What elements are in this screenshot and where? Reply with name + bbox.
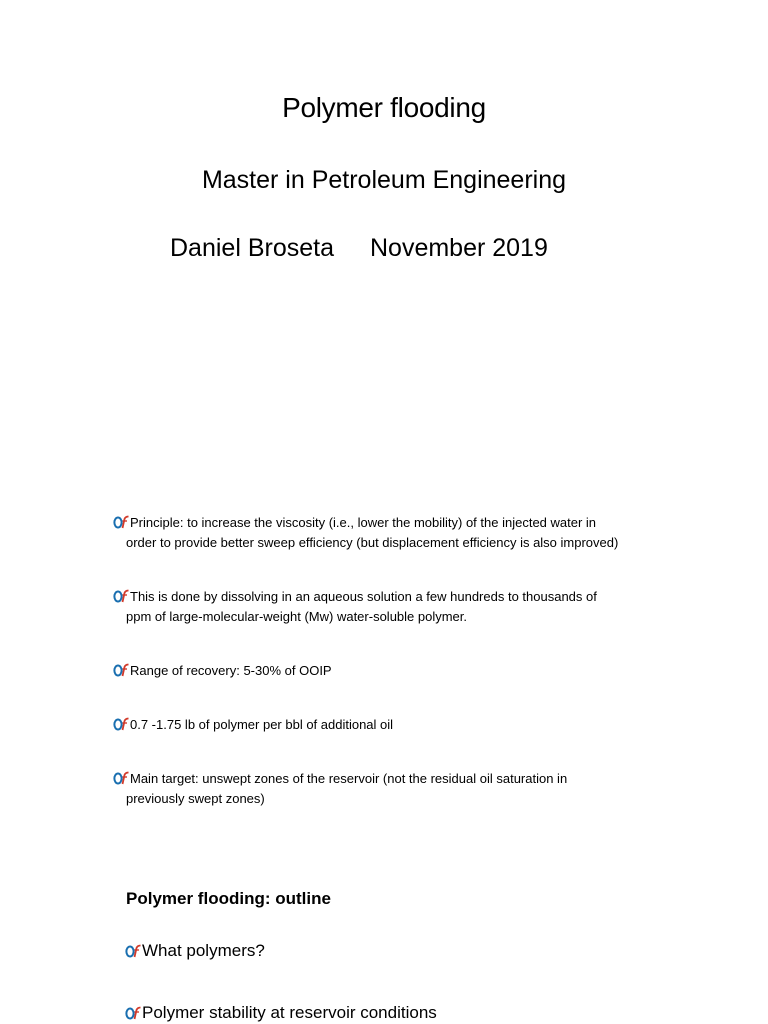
logo-bullet-icon <box>125 1006 142 1020</box>
logo-bullet-icon <box>113 717 130 731</box>
bullet-recovery: Range of recovery: 5-30% of OOIP <box>113 661 627 681</box>
document-date: November 2019 <box>369 234 548 262</box>
document-title: Polymer flooding <box>282 92 486 123</box>
bullet-principle: Principle: to increase the viscosity (i.e., lower the mobility) of the injected water in order to provide better sweep efficiency (but displacement efficiency is also improved) <box>113 513 627 553</box>
logo-bullet-icon <box>113 771 130 785</box>
bullet-main-target: Main target: unswept zones of the reservoir (not the residual oil saturation in previously swept zones) <box>113 769 627 809</box>
document-subtitle: Master in Petroleum Engineering <box>201 166 567 194</box>
author-name: Daniel Broseta <box>170 234 334 262</box>
outline-item: Polymer stability at reservoir conditions <box>125 1003 437 1023</box>
logo-bullet-icon <box>113 663 130 677</box>
logo-bullet-icon <box>113 589 130 603</box>
outline-item: What polymers? <box>125 941 265 961</box>
logo-bullet-icon <box>125 944 142 958</box>
bullet-polymer-per-bbl: 0.7 -1.75 lb of polymer per bbl of additional oil <box>113 715 627 735</box>
logo-bullet-icon <box>113 515 130 529</box>
author-date-line <box>170 234 548 263</box>
outline-heading: Polymer flooding: outline <box>126 889 331 908</box>
bullet-dissolving: This is done by dissolving in an aqueous solution a few hundreds to thousands of ppm of large-molecular-weight (Mw) water-soluble polymer. <box>113 587 627 627</box>
